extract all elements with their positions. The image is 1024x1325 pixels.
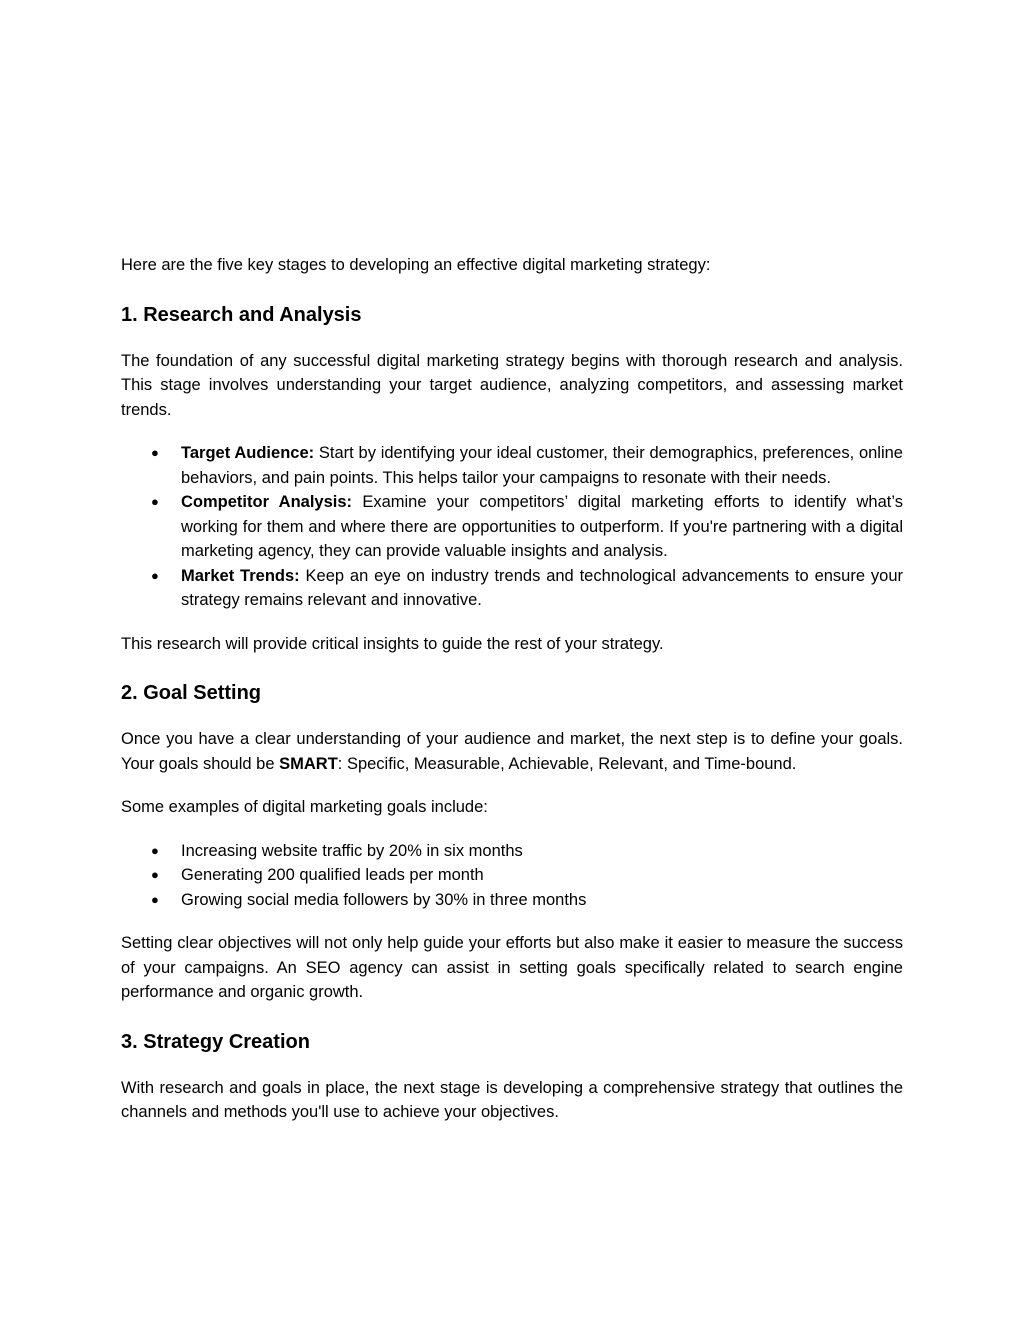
bullet-icon: ● [151,494,159,509]
bullet-icon: ● [151,445,159,460]
list-item [121,564,903,613]
goal-examples-intro: Some examples of digital marketing goals include: [121,798,488,816]
goal-bullet-list [121,839,903,913]
bullet-text: Examine your competitors’ digital marketing efforts to identify what’s working for them and where there are opportunities to outperform. If you're partnering with a digital marketing agency, they can provide valuable insights and analysis. [181,493,903,560]
bullet-text: Increasing website traffic by 20% in six months [181,841,523,860]
bullet-icon: ● [151,867,159,882]
bullet-text: Start by identifying your ideal customer, their demographics, preferences, online behaviors, and pain points. This helps tailor your campaigns to resonate with their needs. [181,444,903,487]
bullet-label: Target Audience: [181,444,315,462]
smart-keyword: SMART [279,754,338,773]
document-page [121,253,903,1125]
goal-closing: Setting clear objectives will not only help guide your efforts but also make it easier to measure the success of your campaigns. An SEO agency can assist in setting goals specifically related to search engine performance and organic growth. [121,934,903,1001]
bullet-icon: ● [151,567,159,583]
section-heading-goal-setting: 2. Goal Setting [121,682,262,704]
list-item [121,888,903,913]
section-heading-research: 1. Research and Analysis [121,303,362,326]
goal-paragraph-part2: : Specific, Measurable, Achievable, Relevant, and Time-bound. [337,754,797,773]
intro-paragraph: Here are the five key stages to developing an effective digital marketing strategy: [121,256,711,274]
research-bullet-list [121,441,903,613]
list-item [121,441,903,490]
bullet-text: Growing social media followers by 30% in three months [181,890,587,909]
bullet-label: Competitor Analysis: [181,493,353,511]
research-closing: This research will provide critical insights to guide the rest of your strategy. [121,634,664,653]
list-item [121,863,903,888]
strategy-paragraph: With research and goals in place, the next stage is developing a comprehensive strategy that outlines the channels and methods you'll use to achieve your objectives. [121,1078,903,1121]
section-heading-strategy-creation: 3. Strategy Creation [121,1030,310,1053]
bullet-icon: ● [151,842,159,858]
research-paragraph: The foundation of any successful digital marketing strategy begins with thorough research and analysis. This stage involves understanding your target audience, analyzing competitors, and assessing market trends. [121,351,903,419]
list-item [121,839,903,864]
bullet-text: Generating 200 qualified leads per month [181,866,484,884]
goal-paragraph-part1: Once you have a clear understanding of your audience and market, the next step is to define your goals. Your goals should be [121,730,903,773]
list-item [121,490,903,564]
bullet-text: Keep an eye on industry trends and technological advancements to ensure your strategy remains relevant and innovative. [181,566,903,609]
goal-paragraph [121,727,903,776]
bullet-icon: ● [151,891,159,907]
bullet-label: Market Trends: [181,566,300,585]
